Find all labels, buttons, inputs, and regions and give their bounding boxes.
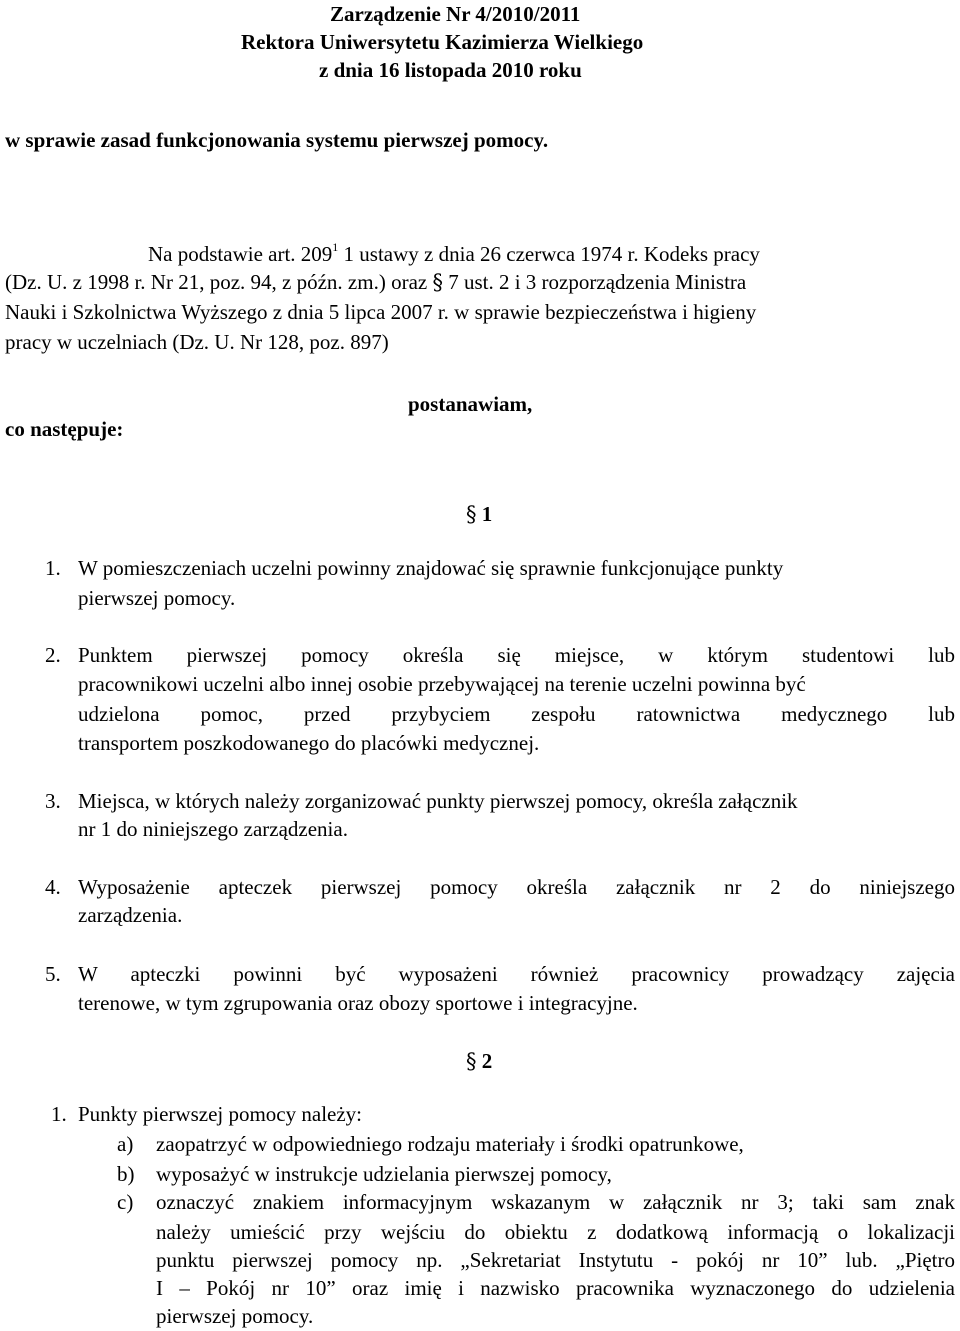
paragraph-1-line-1: W pomieszczeniach uczelni powinny znajdować się sprawnie funkcjonujące punkty <box>78 556 784 580</box>
list-label-a: a) <box>117 1132 134 1156</box>
paragraph-1-line-2: pierwszej pomocy. <box>78 586 236 610</box>
list-item-c-line-2: należy umieścić przy wejściu do obiektu z dodatkową informacją o lokalizacji <box>156 1220 955 1244</box>
section-sign: § <box>466 1049 477 1073</box>
paragraph-5-line-1: W apteczki powinni być wyposażeni również pracownicy prowadzący zajęcia <box>78 962 955 986</box>
paragraph-2-line-1: Punktem pierwszej pomocy określa się miejsce, w którym studentowi lub <box>78 643 955 667</box>
preamble-line-4: pracy w uczelniach (Dz. U. Nr 128, poz. 897) <box>5 330 389 354</box>
title-line-1: Zarządzenie Nr 4/2010/2011 <box>330 2 581 26</box>
section-heading-2 <box>466 1047 492 1075</box>
subject-line: w sprawie zasad funkcjonowania systemu pierwszej pomocy. <box>5 128 549 152</box>
list-label-c: c) <box>117 1190 134 1214</box>
preamble-text: (Dz. U. z 1998 r. Nr 21, poz. 94, z późn. zm.) oraz <box>5 270 433 294</box>
section-number: 1 <box>481 502 493 526</box>
list-item-a: zaopatrzyć w odpowiedniego rodzaju materiały i środki opatrunkowe, <box>156 1132 744 1156</box>
paragraph-number: 3. <box>45 789 61 813</box>
section-number: 2 <box>481 1049 493 1073</box>
paragraph-number: 4. <box>45 875 61 899</box>
follows-word: co następuje: <box>5 417 124 441</box>
title-line-3: z dnia 16 listopada 2010 roku <box>319 58 582 82</box>
paragraph-number: 1. <box>51 1102 67 1126</box>
paragraph-3-line-1: Miejsca, w których należy zorganizować punkty pierwszej pomocy, określa załącznik <box>78 789 798 813</box>
superscript: 1 <box>332 240 339 254</box>
title-line-2: Rektora Uniwersytetu Kazimierza Wielkiego <box>241 30 644 54</box>
list-item-b: wyposażyć w instrukcje udzielania pierwszej pomocy, <box>156 1162 612 1186</box>
paragraph-2-line-4: transportem poszkodowanego do placówki medycznej. <box>78 731 540 755</box>
paragraph-2-line-2: pracownikowi uczelni albo innej osobie przebywającej na terenie uczelni powinna być <box>78 672 806 696</box>
paragraph-3-line-2: nr 1 do niniejszego zarządzenia. <box>78 817 348 841</box>
preamble-text: Na podstawie art. 209 <box>148 242 333 266</box>
decree-word: postanawiam, <box>408 392 533 416</box>
paragraph-number: 2. <box>45 643 61 667</box>
section-sign: § <box>432 270 443 294</box>
section-sign: § <box>466 502 477 526</box>
paragraph-number: 5. <box>45 962 61 986</box>
paragraph-number: 1. <box>45 556 61 580</box>
paragraph-4-line-2: zarządzenia. <box>78 903 183 927</box>
preamble-text: 1 ustawy z dnia 26 czerwca 1974 r. Kodeks pracy <box>338 242 760 266</box>
preamble-line-3: Nauki i Szkolnictwa Wyższego z dnia 5 lipca 2007 r. w sprawie bezpieczeństwa i higieny <box>5 300 757 324</box>
list-item-c-line-1: oznaczyć znakiem informacyjnym wskazanym w załącznik nr 3; taki sam znak <box>156 1190 955 1214</box>
paragraph-5-line-2: terenowe, w tym zgrupowania oraz obozy sportowe i integracyjne. <box>78 991 638 1015</box>
list-label-b: b) <box>117 1162 135 1186</box>
preamble-text: 7 ust. 2 i 3 rozporządzenia Ministra <box>442 270 747 294</box>
paragraph-4-line-1: Wyposażenie apteczek pierwszej pomocy określa załącznik nr 2 do niniejszego <box>78 875 955 899</box>
list-item-c-line-5: pierwszej pomocy. <box>156 1304 314 1328</box>
section-heading-1 <box>466 500 492 528</box>
list-item-c-line-4: I – Pokój nr 10” oraz imię i nazwisko pracownika wyznaczonego do udzielenia <box>156 1276 955 1300</box>
paragraph-2-line-3: udzielona pomoc, przed przybyciem zespołu ratownictwa medycznego lub <box>78 702 955 726</box>
preamble-line-1 <box>148 240 760 268</box>
paragraph-2-1-text: Punkty pierwszej pomocy należy: <box>78 1102 363 1126</box>
list-item-c-line-3: punktu pierwszej pomocy np. „Sekretariat Instytutu - pokój nr 10” lub. „Piętro <box>156 1248 955 1272</box>
preamble-line-2 <box>5 268 746 296</box>
